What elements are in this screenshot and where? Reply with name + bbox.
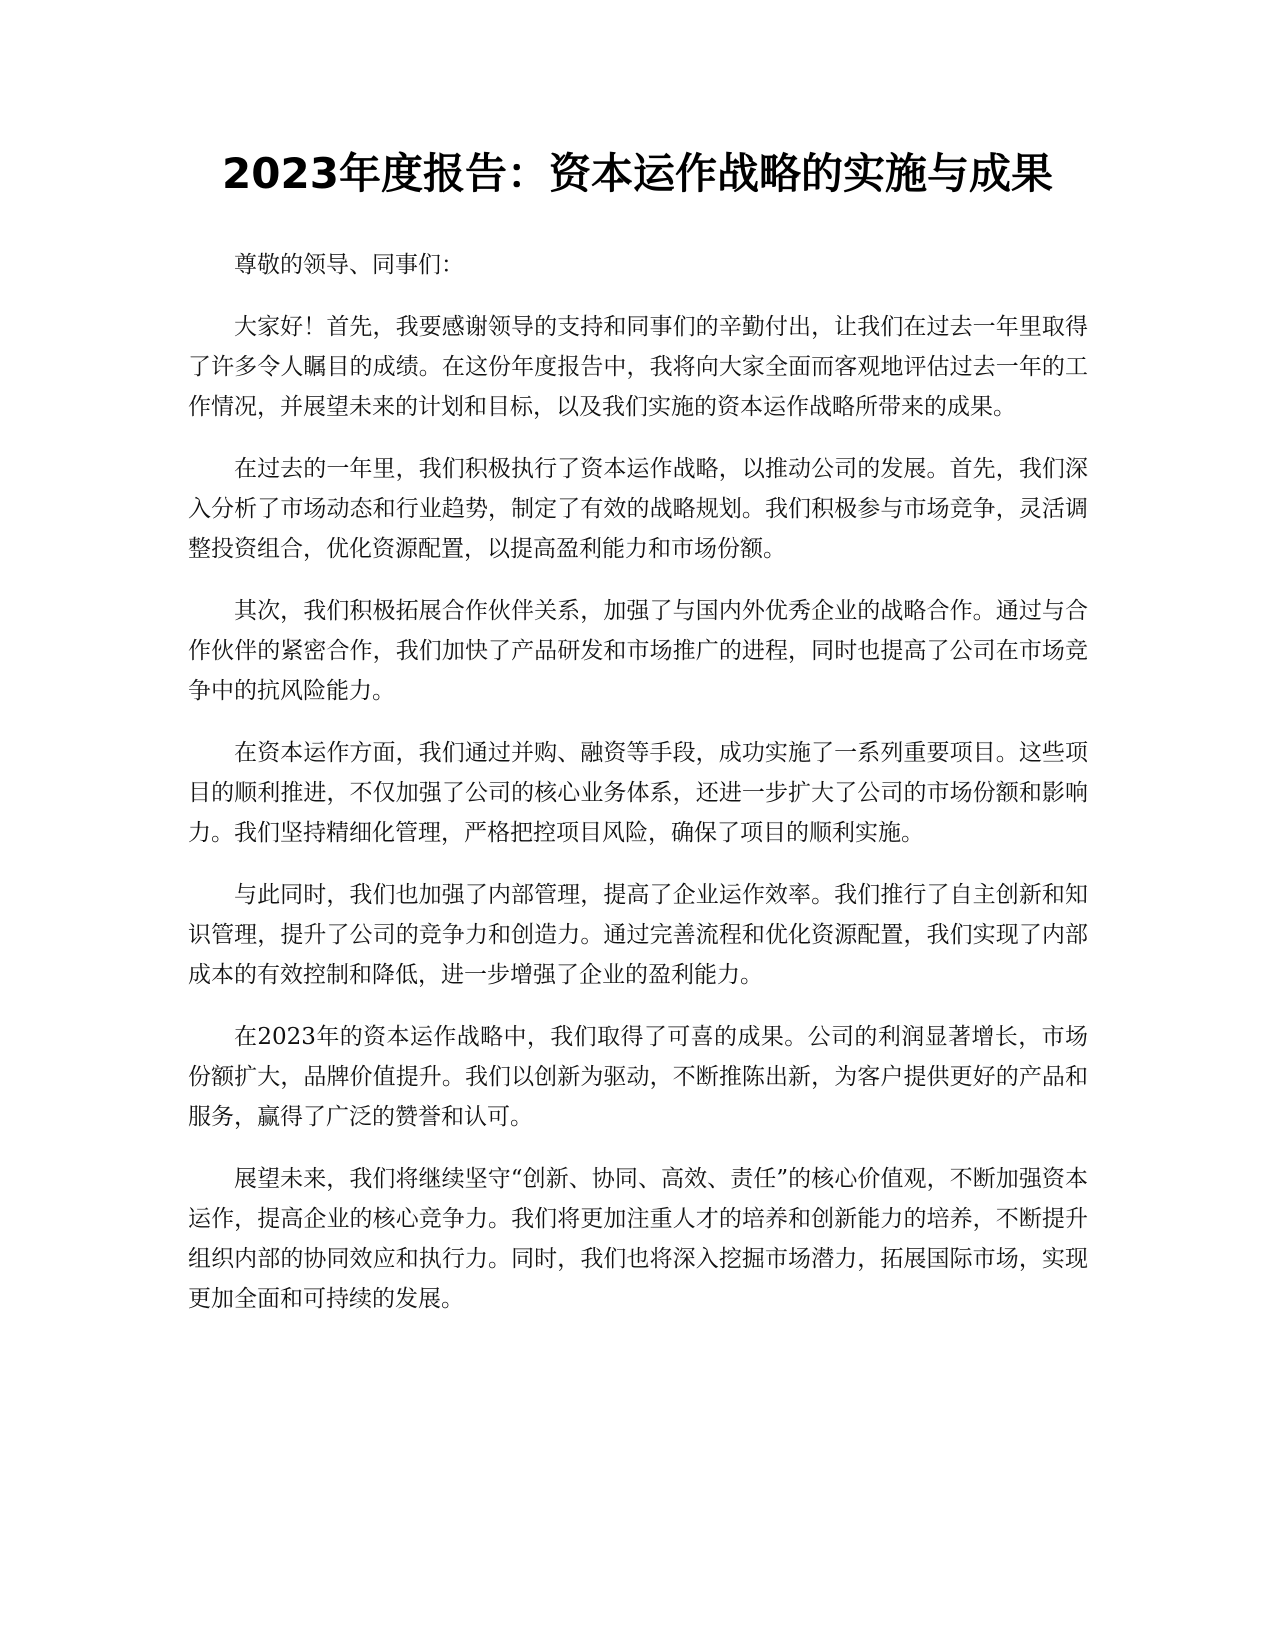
paragraph: 其次，我们积极拓展合作伙伴关系，加强了与国内外优秀企业的战略合作。通过与合作伙伴的紧密合作，我们加快了产品研发和市场推广的进程，同时也提高了公司在市场竞争中的抗风险能力。 (188, 598, 1088, 704)
document-title: 2023年度报告：资本运作战略的实施与成果 (222, 149, 1053, 198)
paragraph: 展望未来，我们将继续坚守“创新、协同、高效、责任”的核心价值观，不断加强资本运作，提高企业的核心竞争力。我们将更加注重人才的培养和创新能力的培养，不断提升组织内部的协同效应和执行力。同时，我们也将深入挖掘市场潜力，拓展国际市场，实现更加全面和可持续的发展。 (188, 1166, 1088, 1312)
document-body (188, 245, 1088, 1341)
paragraph: 与此同时，我们也加强了内部管理，提高了企业运作效率。我们推行了自主创新和知识管理，提升了公司的竞争力和创造力。通过完善流程和优化资源配置，我们实现了内部成本的有效控制和降低，进一步增强了企业的盈利能力。 (188, 882, 1088, 988)
salutation: 尊敬的领导、同事们： (234, 252, 464, 278)
paragraph: 大家好！首先，我要感谢领导的支持和同事们的辛勤付出，让我们在过去一年里取得了许多令人瞩目的成绩。在这份年度报告中，我将向大家全面而客观地评估过去一年的工作情况，并展望未来的计划和目标，以及我们实施的资本运作战略所带来的成果。 (188, 314, 1088, 420)
paragraph: 在资本运作方面，我们通过并购、融资等手段，成功实施了一系列重要项目。这些项目的顺利推进，不仅加强了公司的核心业务体系，还进一步扩大了公司的市场份额和影响力。我们坚持精细化管理，严格把控项目风险，确保了项目的顺利实施。 (188, 740, 1088, 846)
paragraph: 在过去的一年里，我们积极执行了资本运作战略，以推动公司的发展。首先，我们深入分析了市场动态和行业趋势，制定了有效的战略规划。我们积极参与市场竞争，灵活调整投资组合，优化资源配置，以提高盈利能力和市场份额。 (188, 456, 1088, 562)
paragraph: 在2023年的资本运作战略中，我们取得了可喜的成果。公司的利润显著增长，市场份额扩大，品牌价值提升。我们以创新为驱动，不断推陈出新，为客户提供更好的产品和服务，赢得了广泛的赞誉和认可。 (188, 1024, 1088, 1130)
